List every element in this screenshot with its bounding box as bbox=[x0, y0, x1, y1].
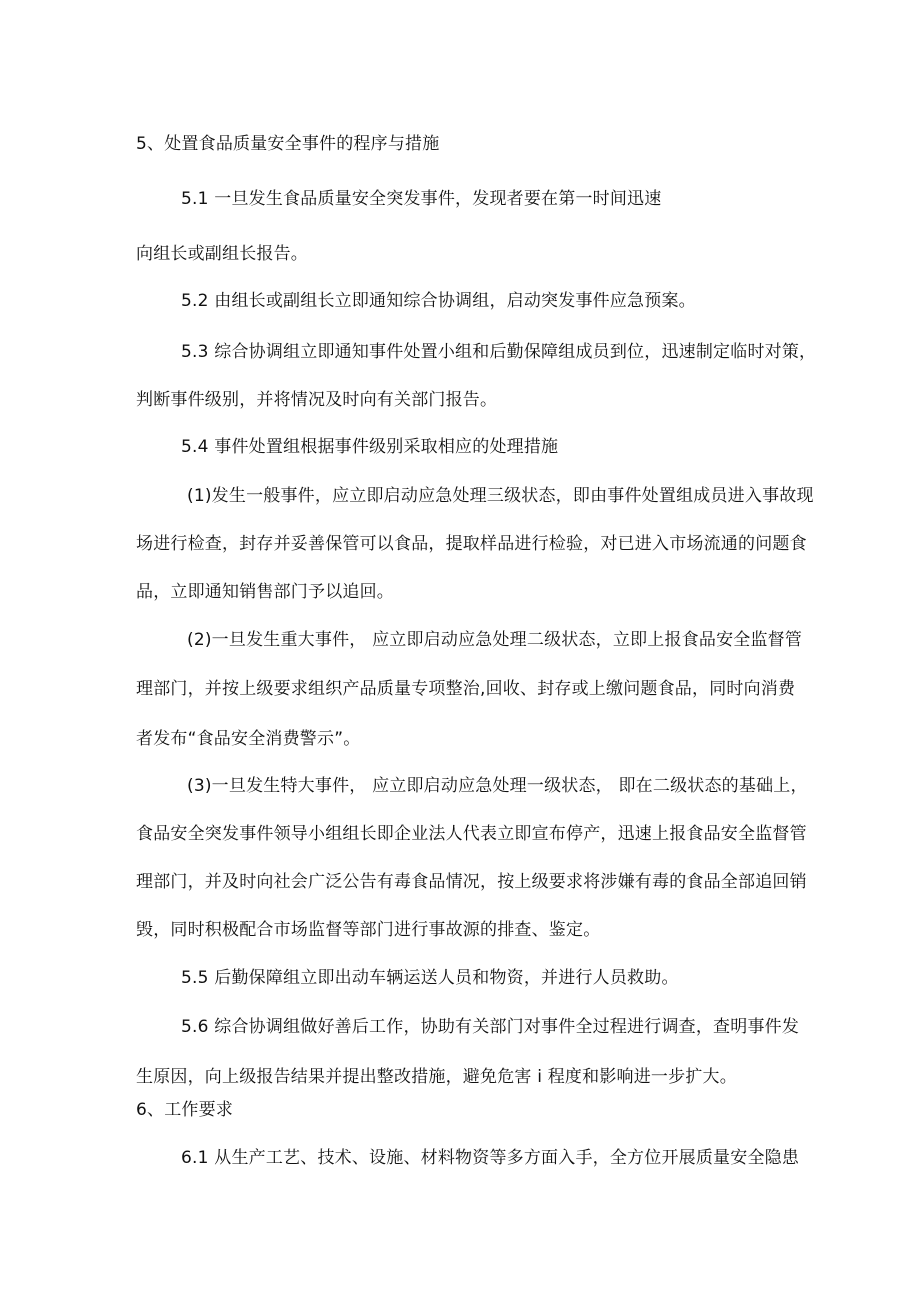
item-3-line-1: (3)一旦发生特大事件， 应立即启动应急处理一级状态， 即在二级状态的基础上， bbox=[187, 776, 808, 796]
paragraph-5-2: 5.2 由组长或副组长立即通知综合协调组，启动突发事件应急预案。 bbox=[181, 291, 696, 311]
item-2-line-3: 者发布“食品安全消费警示”。 bbox=[136, 729, 361, 749]
paragraph-6-1: 6.1 从生产工艺、技术、设施、材料物资等多方面入手，全方位开展质量安全隐患 bbox=[181, 1148, 800, 1168]
item-2-line-1: (2)一旦发生重大事件， 应立即启动应急处理二级状态，立即上报食品安全监督管 bbox=[187, 630, 803, 650]
paragraph-5-1-line-2: 向组长或副组长报告。 bbox=[136, 244, 308, 264]
item-3-line-4: 毁，同时积极配合市场监督等部门进行事故源的排查、鉴定。 bbox=[136, 920, 601, 940]
section-heading-6: 6、工作要求 bbox=[136, 1100, 234, 1120]
item-1-line-1: (1)发生一般事件，应立即启动应急处理三级状态，即由事件处置组成员进入事故现 bbox=[187, 486, 814, 506]
paragraph-5-5: 5.5 后勤保障组立即出动车辆运送人员和物资，并进行人员救助。 bbox=[181, 968, 679, 988]
paragraph-5-1-line-1: 5.1 一旦发生食品质量安全突发事件，发现者要在第一时间迅速 bbox=[181, 189, 662, 209]
item-1-line-3: 品，立即通知销售部门予以追回。 bbox=[136, 582, 394, 602]
paragraph-5-3-line-1: 5.3 综合协调组立即通知事件处置小组和后勤保障组成员到位，迅速制定临时对策， bbox=[181, 342, 817, 362]
item-1-line-2: 场进行检查，封存并妥善保管可以食品，提取样品进行检验，对已进入市场流通的问题食 bbox=[136, 534, 807, 554]
paragraph-5-3-line-2: 判断事件级别，并将情况及时向有关部门报告。 bbox=[136, 390, 498, 410]
paragraph-5-4: 5.4 事件处置组根据事件级别采取相应的处理措施 bbox=[181, 437, 559, 457]
item-3-line-2: 食品安全突发事件领导小组组长即企业法人代表立即宣布停产，迅速上报食品安全监督管 bbox=[136, 824, 807, 844]
item-2-line-2: 理部门，并按上级要求组织产品质量专项整治,回收、封存或上缴问题食品，同时向消费 bbox=[136, 679, 796, 699]
paragraph-5-6-line-1: 5.6 综合协调组做好善后工作，协助有关部门对事件全过程进行调查，查明事件发 bbox=[181, 1017, 800, 1037]
section-heading-5: 5、处置食品质量安全事件的程序与措施 bbox=[136, 134, 440, 154]
paragraph-5-6-line-2: 生原因，向上级报告结果并提出整改措施，避免危害 i 程度和影响进一步扩大。 bbox=[136, 1067, 737, 1087]
item-3-line-3: 理部门，并及时向社会广泛公告有毒食品情况，按上级要求将涉嫌有毒的食品全部追回销 bbox=[136, 872, 807, 892]
